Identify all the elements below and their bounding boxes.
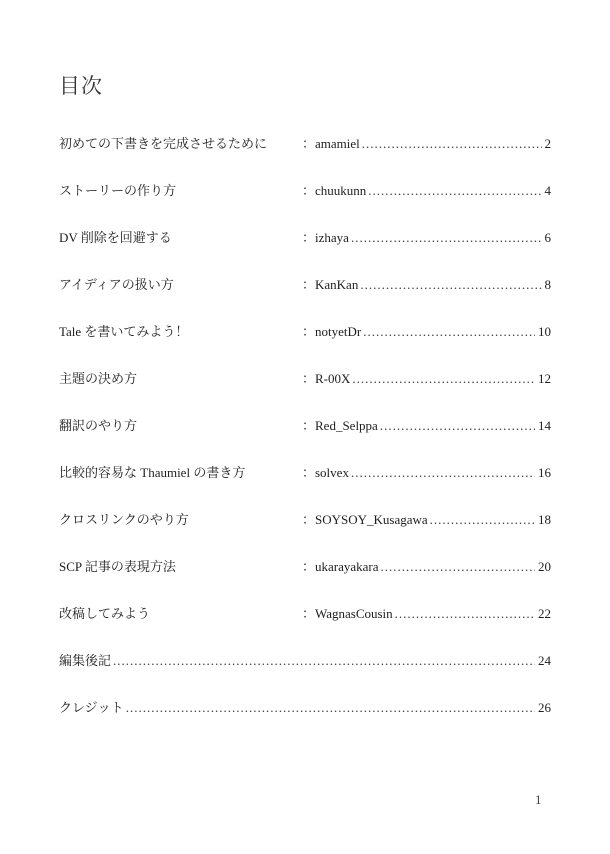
entry-page-number: 18	[538, 512, 551, 527]
entry-page-number: 10	[538, 324, 551, 339]
dot-leader	[351, 462, 535, 484]
entry-page-number: 22	[538, 606, 551, 621]
toc-entry[interactable]	[59, 603, 551, 625]
entry-page-number: 14	[538, 418, 551, 433]
toc-entry[interactable]	[59, 462, 551, 484]
entry-title: SCP 記事の表現方法	[59, 559, 176, 574]
dot-leader	[113, 650, 535, 672]
entry-page-number: 12	[538, 371, 551, 386]
entry-title: 編集後記	[59, 653, 112, 668]
toc-entry[interactable]	[59, 415, 551, 437]
dot-leader	[368, 180, 541, 202]
dot-leader	[352, 368, 535, 390]
entry-page-number: 6	[544, 230, 551, 245]
dot-leader	[363, 321, 535, 343]
entry-page-number: 8	[544, 277, 551, 292]
toc-entry[interactable]	[59, 180, 551, 202]
entry-page-number: 26	[538, 700, 551, 715]
dot-leader	[381, 556, 535, 578]
toc-entry[interactable]	[59, 274, 551, 296]
entry-author: ：KanKan	[302, 277, 359, 292]
entry-title: 改稿してみよう	[59, 606, 151, 621]
entry-title: 翻訳のやり方	[59, 418, 138, 433]
toc-entry-afterword[interactable]	[59, 650, 551, 672]
entry-author: ：izhaya	[302, 230, 349, 245]
entry-page-number: 16	[538, 465, 551, 480]
entry-title: DV 削除を回避する	[59, 230, 172, 245]
dot-leader	[126, 697, 535, 719]
entry-author: ：WagnasCousin	[302, 606, 393, 621]
toc-entry[interactable]	[59, 133, 551, 155]
entry-author: ：R-00X	[302, 371, 351, 386]
toc-entry[interactable]	[59, 509, 551, 531]
toc-entry-credits[interactable]	[59, 697, 551, 719]
dot-leader	[362, 133, 542, 155]
dot-leader	[380, 415, 535, 437]
entry-title: 主題の決め方	[59, 371, 138, 386]
entry-author: ：solvex	[302, 465, 349, 480]
entry-author: ：Red_Selppa	[302, 418, 378, 433]
entry-title: Tale を書いてみよう！	[59, 324, 189, 339]
page-number: 1	[535, 792, 542, 807]
entry-author: ：chuukunn	[302, 183, 367, 198]
toc-entry[interactable]	[59, 227, 551, 249]
toc-title: 目次	[59, 74, 103, 98]
dot-leader	[430, 509, 535, 531]
dot-leader	[395, 603, 535, 625]
entry-page-number: 4	[544, 183, 551, 198]
entry-title: 初めての下書きを完成させるために	[59, 136, 268, 151]
dot-leader	[351, 227, 542, 249]
entry-author: ：SOYSOY_Kusagawa	[302, 512, 428, 527]
entry-page-number: 2	[544, 136, 551, 151]
entry-author: ：notyetDr	[302, 324, 362, 339]
entry-page-number: 20	[538, 559, 551, 574]
entry-title: アイディアの扱い方	[59, 277, 174, 292]
entry-title: クロスリンクのやり方	[59, 512, 189, 527]
entry-title: ストーリーの作り方	[59, 183, 177, 198]
entry-author: ：amamiel	[302, 136, 360, 151]
toc-entry[interactable]	[59, 368, 551, 390]
toc-entry[interactable]	[59, 321, 551, 343]
dot-leader	[360, 274, 541, 296]
entry-title: クレジット	[59, 700, 124, 715]
entry-title: 比較的容易な Thaumiel の書き方	[59, 465, 246, 480]
toc-entry[interactable]	[59, 556, 551, 578]
entry-page-number: 24	[538, 653, 551, 668]
entry-author: ：ukarayakara	[302, 559, 379, 574]
